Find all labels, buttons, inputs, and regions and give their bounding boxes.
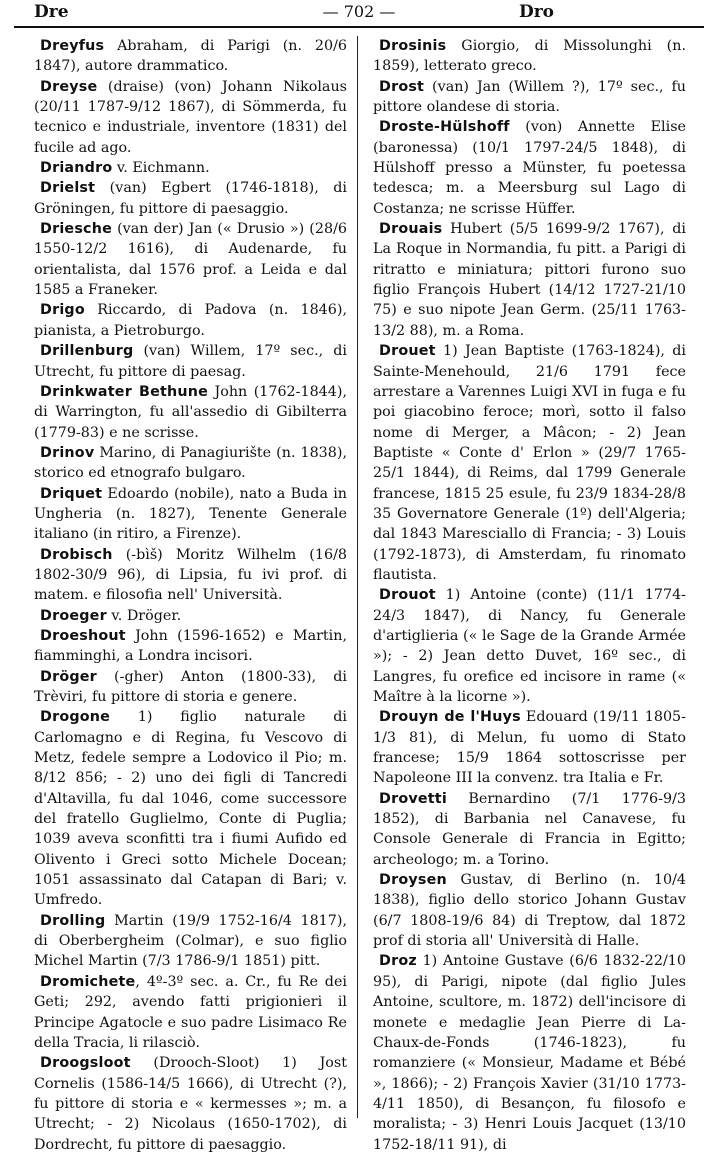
entry-headword: Drigo xyxy=(40,302,85,319)
entry xyxy=(34,484,347,545)
entry-headword: Droste-Hülshoff xyxy=(379,119,510,136)
entry-text: Edoardo (nobile), nato a Buda in Ungheria (n. 1827), Tenente Generale italiano (in ritiro, a Firenze). xyxy=(34,485,347,543)
entry xyxy=(34,911,347,972)
entry-headword: Dreyfus xyxy=(40,38,105,54)
entry-text: (van) Willem, 17º sec., di Utrecht, fu pittore di paesag. xyxy=(34,343,347,380)
entry-headword: Dreyse xyxy=(40,78,98,95)
entry xyxy=(34,1053,347,1155)
entry xyxy=(373,341,686,585)
column-divider xyxy=(357,36,358,1118)
entry-text: Martin (19/9 1752-16/4 1817), di Oberbergheim (Colmar), e suo figlio Michel Martin (7/3 1786-9/1 1851) pitt. xyxy=(34,912,347,970)
entry xyxy=(373,870,686,951)
entry-text: John (1762-1844), di Warrington, fu all'assedio di Gibilterra (1779-83) e ne scrisse. xyxy=(34,383,347,441)
entry-headword: Droogsloot xyxy=(40,1055,131,1072)
entry xyxy=(373,789,686,870)
entry-text: Bernardino (7/1 1776-9/3 1852), di Barbania nel Canavese, fu Console Generale di Francia in Egitto; archeologo; m. a Torino. xyxy=(373,790,686,868)
entry xyxy=(34,545,347,606)
entry xyxy=(34,626,347,667)
entry-headword: Dröger xyxy=(40,668,97,685)
entry xyxy=(34,667,347,708)
header-left-guideword: Dre xyxy=(34,2,69,22)
entry xyxy=(373,219,686,341)
entry-text: John (1596-1652) e Martin, fiamminghi, a Londra incisori. xyxy=(34,627,347,665)
entry-text: Hubert (5/5 1699-9/2 1767), di La Roque in Normandia, fu pitt. a Parigi di ritratto e miniatura; pittori furono suo figlio François Hubert (14/12 1727-21/10 75) e suo nipote Jean Germ. (25/11 1763-13/2 88), m. a Roma. xyxy=(373,221,686,339)
entry-headword: Drouyn de l'Huys xyxy=(379,709,521,726)
entry-headword: Drobisch xyxy=(40,546,113,563)
entry-headword: Droeger xyxy=(40,607,107,624)
entry-text: Marino, di Panagiurište (n. 1838), storico ed etnografo bulgaro. xyxy=(34,444,347,482)
entry-text: 1) Antoine Gustave (6/6 1832-22/10 95), di Parigi, nipote (dal figlio Jules Antoine, scultore, m. 1872) dell'incisore di monete e medaglie Jean Pierre di La-Chaux-de-Fonds (1746-1823), fu romanziere (« Monsieur, Madame et Bébé », 1866); - 2) François Xavier (31/10 1773-4/11 1850), di Besançon, fu filosofo e moralista; - 3) Henri Louis Jacquet (13/10 1752-18/11 91), di xyxy=(373,953,686,1153)
entry-text: Edouard (19/11 1805-1/3 81), di Melun, fu uomo di Stato francese; 15/9 1864 sottoscrisse per Napoleone III la convenz. tra Italia e Fr. xyxy=(373,709,686,787)
page-number: — 702 — xyxy=(322,2,396,21)
entry-headword: Driquet xyxy=(40,485,103,502)
entry-headword: Drouot xyxy=(379,587,436,604)
entry xyxy=(34,219,347,300)
entry xyxy=(373,707,686,788)
entry-headword: Driesche xyxy=(40,221,112,238)
entry-text: (Drooch-Sloot) 1) Jost Cornelis (1586-14/5 1666), di Utrecht (?), fu pittore di storia e « kermesses »; m. a Utrecht; - 2) Nicolaus (1650-1702), di Dordrecht, fu pittore di paesaggio. xyxy=(34,1055,347,1153)
entry-text: v. Eichmann. xyxy=(112,160,210,177)
entry xyxy=(34,443,347,484)
entry xyxy=(373,117,686,219)
entry xyxy=(373,951,686,1154)
page-header xyxy=(14,2,704,24)
entry-headword: Drolling xyxy=(40,912,106,929)
entry-headword: Drogone xyxy=(40,709,111,726)
entry xyxy=(34,77,347,158)
entry-text: Riccardo, di Padova (n. 1846), pianista, a Pietroburgo. xyxy=(34,302,347,339)
entry xyxy=(34,178,347,219)
header-right-guideword: Dro xyxy=(518,2,554,22)
entry-text: (van) Jan (Willem ?), 17º sec., fu pittore olandese di storia. xyxy=(373,78,686,116)
entry xyxy=(34,158,347,178)
entry-text: (von) Annette Elise (baronessa) (10/1 1797-24/5 1848), di Hülshoff presso a Münster, fu poetessa tedesca; m. a Meersburg sul Lago di Costanza; ne scrisse Hüffer. xyxy=(373,119,686,217)
entry xyxy=(34,341,347,382)
entry-headword: Drinkwater Bethune xyxy=(40,383,209,400)
right-column xyxy=(373,36,686,1155)
entry-headword: Driandro xyxy=(40,160,113,177)
entry-text: , 4º-3º sec. a. Cr., fu Re dei Geti; 292, avendo fatti prigionieri il Principe Agatocle e suo padre Lisimaco Re della Tracia, li rilasciò. xyxy=(34,973,347,1051)
entry-headword: Drinov xyxy=(40,444,95,461)
entry-headword: Drielst xyxy=(40,180,96,197)
entry-headword: Drouet xyxy=(379,343,436,360)
entry-headword: Drovetti xyxy=(379,790,447,807)
entry-headword: Drost xyxy=(379,78,425,95)
entry xyxy=(34,606,347,626)
entry-headword: Droz xyxy=(379,953,417,970)
entry-headword: Drouais xyxy=(379,221,443,238)
entry-text: (-gher) Anton (1800-33), di Trèviri, fu pittore di storia e genere. xyxy=(34,668,347,705)
entry xyxy=(34,972,347,1053)
entry-headword: Drosinis xyxy=(379,38,447,54)
entry xyxy=(34,707,347,910)
entry-headword: Dromichete xyxy=(40,973,136,990)
entry xyxy=(34,300,347,341)
entry-text: 1) Jean Baptiste (1763-1824), di Sainte-Menehould, 21/6 1791 fece arrestare a Varennes Luigi XVI in fuga e fu poi giacobino feroce; morì, sotto il falso nome di Merger, a Mâcon; - 2) Jean Baptiste « Conte d' Erlon » (29/7 1765-25/1 1844), di Reims, dal 1799 Generale francese, 1815 25 esule, fu 23/9 1834-28/8 35 Governatore Generale (1º) dell'Algeria; dal 1843 Maresciallo di Francia; - 3) Louis (1792-1873), di Amsterdam, fu rinomato flautista. xyxy=(373,343,686,583)
entry xyxy=(373,36,686,77)
entry-text: (van der) Jan (« Drusio ») (28/6 1550-12/2 1616), di Audenarde, fu orientalista, dal 1576 prof. a Leida e dal 1585 a Franeker. xyxy=(34,221,347,299)
entry-headword: Drillenburg xyxy=(40,343,134,360)
left-column xyxy=(34,36,347,1155)
entry-text: Giorgio, di Missolunghi (n. 1859), letterato greco. xyxy=(373,38,686,75)
entry xyxy=(373,77,686,118)
entry-text: (van) Egbert (1746-1818), di Gröningen, fu pittore di paesaggio. xyxy=(34,180,347,217)
entry-text: v. Dröger. xyxy=(106,607,182,624)
header-rule xyxy=(14,26,704,28)
entry-text: (draise) (von) Johann Nikolaus (20/11 1787-9/12 1867), di Sömmerda, fu tecnico e industriale, inventore (1831) del fucile ad ago. xyxy=(34,78,347,156)
entry-text: Abraham, di Parigi (n. 20/6 1847), autore drammatico. xyxy=(34,38,347,75)
entry-headword: Droysen xyxy=(379,872,447,889)
entry-text: (-bìš) Moritz Wilhelm (16/8 1802-30/9 96), di Lipsia, fu ivi prof. di matem. e filosofia nell' Università. xyxy=(34,546,347,604)
entry-text: 1) figlio naturale di Carlomagno e di Regina, fu Vescovo di Metz, fedele sempre a Lodovico il Pio; m. 8/12 856; - 2) uno dei figli di Tancredi d'Altavilla, fu dal 1046, come successore del fratello Guglielmo, Conte di Puglia; 1039 aveva sconfitti tra i fiumi Aufido ed Olivento i Greci sotto Michele Docean; 1051 assassinato dal Catapan di Bari; v. Umfredo. xyxy=(34,709,347,909)
entry xyxy=(34,36,347,77)
entry-text: 1) Antoine (conte) (11/1 1774-24/3 1847), di Nancy, fu Generale d'artiglieria (« le Sage de la Grande Armée »); - 2) Jean detto Duvet, 16º sec., di Langres, fu orefice ed incisore in rame (« Maître à la licorne »). xyxy=(373,587,686,705)
entry-text: Gustav, di Berlino (n. 10/4 1838), figlio dello storico Johann Gustav (6/7 1808-19/6 84) di Treptow, dal 1872 prof di storia all' Università di Halle. xyxy=(373,872,686,950)
entry xyxy=(373,585,686,707)
entry-headword: Droeshout xyxy=(40,627,126,644)
entry xyxy=(34,382,347,443)
